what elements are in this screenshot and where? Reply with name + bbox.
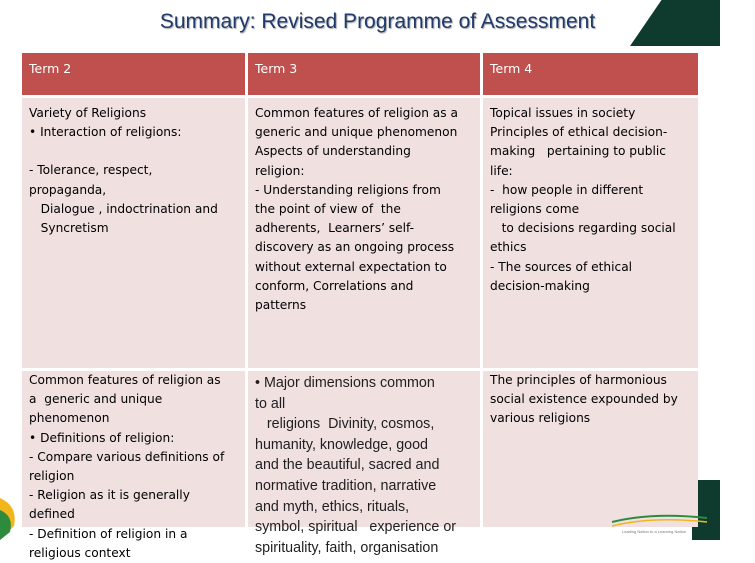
cell-line: conform, Correlations and bbox=[255, 278, 414, 293]
cell-line: Common features of religion as a bbox=[255, 106, 458, 120]
cell-line: various religions bbox=[490, 411, 591, 426]
cell-line: and myth, ethics, rituals, bbox=[255, 498, 410, 515]
cell-line: spirituality, faith, organisation bbox=[255, 539, 439, 556]
cell-line: Principles of ethical decision- bbox=[490, 125, 668, 140]
header-term-2 bbox=[22, 53, 245, 95]
cell-line: Common features of religion as bbox=[29, 373, 221, 387]
cell-line: a generic and unique bbox=[29, 392, 163, 407]
cell-line: Dialogue , indoctrination and bbox=[29, 201, 218, 216]
page-title: Summary: Revised Programme of Assessment bbox=[159, 10, 596, 33]
cell-line: Syncretism bbox=[29, 221, 109, 236]
logo-tagline: Leading Nation to a Learning Nation bbox=[622, 529, 687, 534]
cell-line: - Definition of religion in a bbox=[29, 526, 188, 541]
cell-line: • Interaction of religions: bbox=[29, 125, 182, 140]
cell-line: Variety of Religions bbox=[29, 106, 147, 120]
header-label: Term 3 bbox=[255, 61, 298, 76]
header-label: Term 2 bbox=[29, 61, 72, 76]
cell-line: ethics bbox=[490, 240, 527, 255]
cell-line: religion bbox=[29, 469, 75, 484]
cell-line: patterns bbox=[255, 298, 307, 313]
cell-line: making pertaining to public bbox=[490, 144, 666, 159]
cell-line: normative tradition, narrative bbox=[255, 477, 437, 494]
cell-line: decision-making bbox=[490, 278, 590, 293]
cell-line: - Tolerance, respect, bbox=[29, 163, 153, 178]
cell-line: religions come bbox=[490, 202, 580, 217]
cell-line: religion: bbox=[255, 163, 305, 178]
cell-line: defined bbox=[29, 507, 75, 522]
cell-line: phenomenon bbox=[29, 411, 110, 426]
cell-line: • Definitions of religion: bbox=[29, 430, 175, 445]
cell-line: • Major dimensions common bbox=[255, 375, 435, 391]
cell-line: propaganda, bbox=[29, 182, 107, 197]
cell-line: the point of view of the bbox=[255, 202, 401, 217]
cell-line: without external expectation to bbox=[255, 259, 447, 274]
cell-line: adherents, Learners’ self- bbox=[255, 221, 415, 236]
cell-line: - Religion as it is generally bbox=[29, 488, 190, 503]
header-label: Term 4 bbox=[490, 61, 533, 76]
cell-line: - The sources of ethical bbox=[490, 259, 633, 274]
department-logo-icon bbox=[612, 492, 707, 528]
cell-line: social existence expounded by bbox=[490, 392, 678, 407]
row1-term2-cell bbox=[22, 98, 245, 368]
cell-line: The principles of harmonious bbox=[490, 373, 667, 387]
cell-line: - how people in different bbox=[490, 182, 644, 197]
cell-line: generic and unique phenomenon bbox=[255, 125, 458, 140]
cell-line: religious context bbox=[29, 545, 131, 560]
cell-line: Topical issues in society bbox=[490, 106, 636, 120]
cell-line: religions Divinity, cosmos, bbox=[255, 416, 435, 433]
row2-term2-cell bbox=[22, 371, 245, 560]
cell-line: - Compare various definitions of bbox=[29, 449, 225, 464]
cell-line: humanity, knowledge, good bbox=[255, 436, 429, 453]
row2-term3-cell bbox=[248, 371, 480, 556]
cell-line: symbol, spiritual experience or bbox=[255, 519, 457, 536]
row1-term3-cell bbox=[248, 98, 480, 368]
cell-line: Aspects of understanding bbox=[255, 144, 411, 159]
row1-term4-cell bbox=[483, 98, 698, 368]
cell-line: discovery as an ongoing process bbox=[255, 240, 455, 255]
cell-line: to all bbox=[255, 395, 286, 412]
header-term-4 bbox=[483, 53, 698, 95]
cell-line: life: bbox=[490, 163, 513, 178]
cell-line: - Understanding religions from bbox=[255, 182, 441, 197]
cell-line: to decisions regarding social bbox=[490, 221, 676, 236]
cell-line: and the beautiful, sacred and bbox=[255, 457, 440, 474]
header-term-3 bbox=[248, 53, 480, 95]
